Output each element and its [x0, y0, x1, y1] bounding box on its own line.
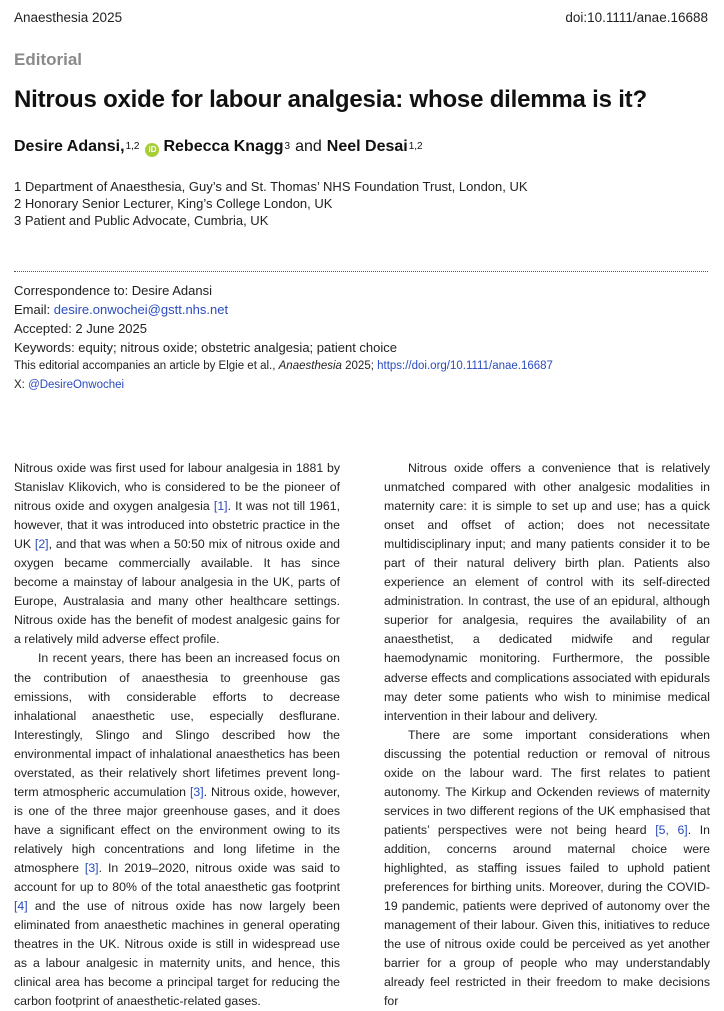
- citation-link[interactable]: [1]: [213, 499, 228, 514]
- author-conjunction: and: [295, 138, 322, 155]
- correspondence: Correspondence to: Desire Adansi: [14, 283, 213, 298]
- running-header: [14, 10, 708, 25]
- body-text: and the use of nitrous oxide has now largely been eliminated from anaesthetic machines in general operating theatres in the UK. Nitrous oxide is still in widespread use as a labour analgesic in maternity units, and hence, this clinical area has become a principal target for reducing the carbon footprint of anaesthetic-related gases.: [14, 899, 340, 1009]
- citation-link[interactable]: [3]: [84, 860, 99, 875]
- section-divider: [14, 271, 708, 272]
- body-paragraph: [14, 459, 340, 649]
- article-title: Nitrous oxide for labour analgesia: whose dilemma is it?: [14, 86, 647, 113]
- orcid-icon[interactable]: iD: [145, 143, 159, 157]
- body-text: . In 2019–2020, nitrous oxide was said to account for up to 80% of the total anaesthetic gas footprint: [14, 860, 340, 895]
- email-line: [14, 300, 553, 319]
- affiliation: 1 Department of Anaesthesia, Guy’s and St. Thomas’ NHS Foundation Trust, London, UK: [14, 179, 528, 194]
- author-affiliation-marker: 1,2: [408, 141, 423, 152]
- body-text: There are some important considerations when discussing the potential reduction or removal of nitrous oxide on the labour ward. The first relates to patient autonomy. The Kirkup and Ockenden reviews of maternity services in two different regions of the UK emphasised that patients’ perspectives were not being heard: [384, 727, 710, 837]
- accompany-journal: Anaesthesia: [278, 360, 342, 372]
- journal-name: Anaesthesia 2025: [14, 10, 123, 25]
- author-name[interactable]: Rebecca Knagg: [163, 138, 284, 155]
- accepted-date: Accepted: 2 June 2025: [14, 321, 147, 336]
- author-affiliation-marker: 1,2: [125, 141, 140, 152]
- x-label: X:: [14, 379, 29, 391]
- author-affiliation-marker: 3: [284, 141, 291, 152]
- body-column-left: [14, 459, 340, 1011]
- article-metadata: [14, 281, 553, 395]
- x-handle-link[interactable]: @DesireOnwochei: [28, 379, 125, 391]
- body-text: In recent years, there has been an increased focus on the contribution of anaesthesia to greenhouse gas emissions, with considerable efforts to decrease inhalational anaesthetic use, especially desflurane. Interestingly, Slingo and Slingo described how the environmental impact of inhalational anaesthetics has been overstated, as their relatively short lifetimes prevent long-term atmospheric accumulation: [14, 651, 340, 799]
- author-name[interactable]: Desire Adansi,: [14, 138, 125, 155]
- email-link[interactable]: desire.onwochei@gstt.nhs.net: [53, 302, 229, 317]
- citation-link[interactable]: [4]: [14, 899, 28, 914]
- accompany-text: This editorial accompanies an article by Elgie et al.,: [14, 360, 279, 372]
- body-paragraph: [384, 459, 710, 726]
- accompanying-article-note: [14, 357, 553, 376]
- body-paragraph: [14, 649, 340, 1011]
- body-text: Nitrous oxide was first used for labour analgesia in 1881 by Stanislav Klikovich, who is considered to be the pioneer of nitrous oxide and oxygen analgesia: [14, 461, 340, 514]
- citation-link[interactable]: [2]: [34, 537, 49, 552]
- affiliation-list: [14, 178, 528, 229]
- body-text: . Nitrous oxide, however, is one of the three major greenhouse gases, and it does have a significant effect on the environment owing to its relatively high concentrations and long lifetime in the atmosphere: [14, 784, 340, 875]
- social-handle-line: [14, 376, 553, 395]
- body-paragraph: [384, 726, 710, 1011]
- body-text: Nitrous oxide offers a convenience that is relatively unmatched compared with other analgesic modalities in maternity care: it is simple to set up and use; has a quick onset and offset of action; does not necessitate multidisciplinary input; and many patients consider it to be part of their natural delivery birth plan. Patients also experience an element of control with its self-directed administration. In contrast, the use of an epidural, although superior for analgesia, requires the availability of an anaesthetist, a dedicated midwife and regular haemodynamic monitoring. Furthermore, the possible adverse effects and complications associated with epidurals may deter some patients who wish to minimise medical intervention in their labour and delivery.: [384, 461, 710, 723]
- accompany-doi-link[interactable]: https://doi.org/10.1111/anae.16687: [377, 360, 553, 372]
- doi-link[interactable]: doi:10.1111/anae.16688: [565, 10, 708, 25]
- accompany-year: 2025;: [341, 360, 378, 372]
- affiliation: 3 Patient and Public Advocate, Cumbria, UK: [14, 213, 269, 228]
- citation-link[interactable]: [5, 6]: [655, 822, 688, 837]
- body-column-right: [384, 459, 710, 1011]
- section-label: Editorial: [14, 50, 83, 69]
- affiliation: 2 Honorary Senior Lecturer, King’s College London, UK: [14, 196, 333, 211]
- author-name[interactable]: Neel Desai: [326, 138, 408, 155]
- body-text: . In addition, concerns around maternal choice were highlighted, as staffing issues failed to uphold patient preferences for birthing units. Moreover, during the COVID-19 pandemic, patients were deprived of autonomy over the management of their labour. Given this, initiatives to reduce the use of nitrous oxide could be perceived as yet another barrier for a group of people who may understandably already feel restricted in their freedom to make decisions for: [384, 822, 710, 1009]
- body-text: , and that was when a 50:50 mix of nitrous oxide and oxygen became commercially available. It has since become a mainstay of labour analgesia in the UK, parts of Europe, Australasia and many other healthcare settings. Nitrous oxide has the benefit of modest analgesic gains for a relatively mild adverse effect profile.: [14, 537, 341, 647]
- keywords: Keywords: equity; nitrous oxide; obstetric analgesia; patient choice: [14, 340, 397, 355]
- email-label: Email:: [14, 302, 54, 317]
- citation-link[interactable]: [3]: [189, 784, 204, 799]
- body-text: . It was not till 1961, however, that it was introduced into obstetric practice in the UK: [14, 499, 340, 552]
- author-list: [14, 138, 423, 156]
